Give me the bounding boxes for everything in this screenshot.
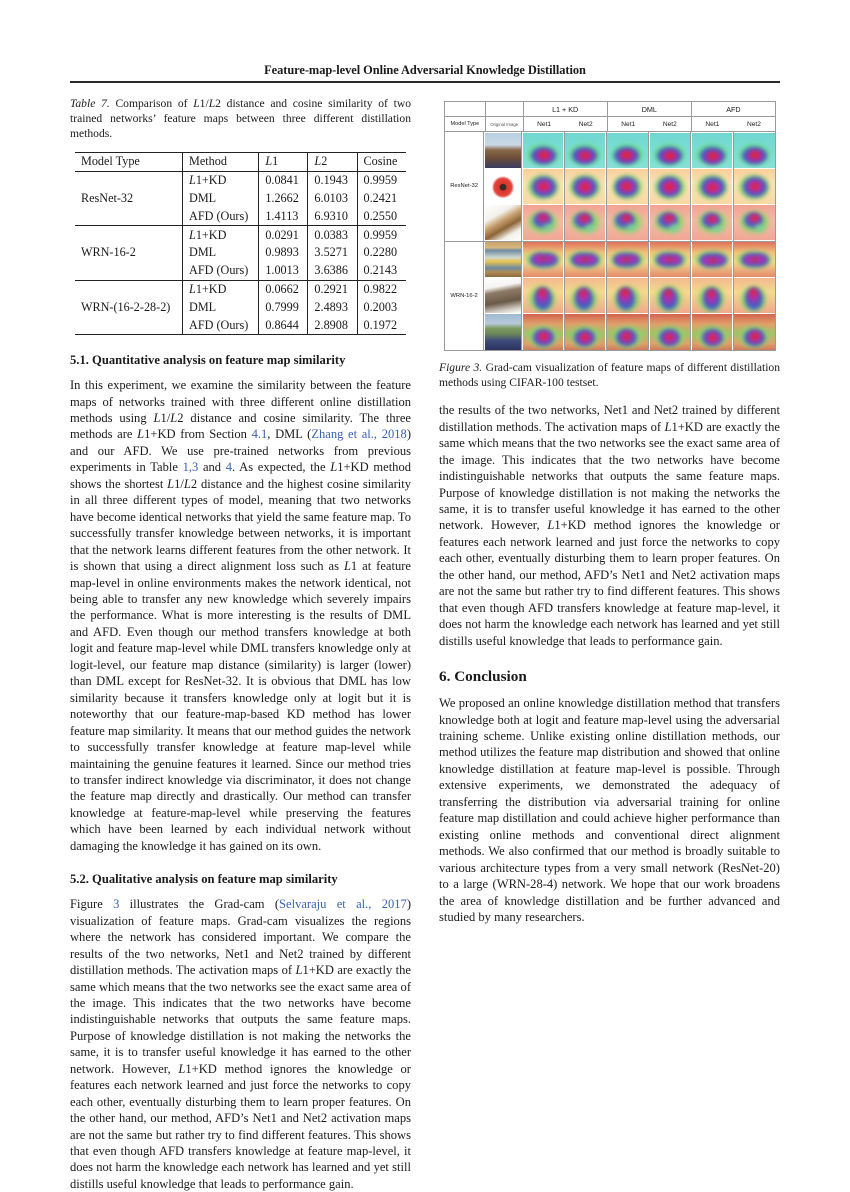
figure3-gradcam-l1kd-net2-bicycle	[564, 314, 606, 350]
ref-table-1-3[interactable]: 1,3	[182, 460, 199, 475]
table7-col-l1: L1	[259, 153, 308, 172]
table7-method: DML	[183, 299, 259, 317]
figure3-gradcam-dml-net2-dog	[648, 278, 690, 314]
table7-value-l2: 2.4893	[308, 299, 357, 317]
table7-value-cosine: 0.2550	[357, 208, 406, 226]
s51-text-e: ) and our AFD. We use pre-trained networks from previous experiments in Table	[70, 427, 411, 475]
section-5-2-heading: 5.2. Qualitative analysis on feature map similarity	[70, 872, 338, 887]
figure3-corner-blank-model	[445, 102, 485, 117]
table7-value-l2: 0.1943	[308, 172, 357, 190]
figure3-original-image-dog	[483, 278, 521, 314]
figure3-group-l1kd: L1 + KD	[523, 102, 607, 117]
figure3-gradcam-afd-net2-motorcycle	[733, 132, 775, 168]
table7-model-type: ResNet-32	[75, 172, 183, 226]
figure3-image-row	[483, 168, 775, 204]
table7-value-l2: 3.6386	[308, 262, 357, 280]
table7-value-cosine: 0.1972	[357, 316, 406, 334]
table7-col-cosine: Cosine	[357, 153, 406, 172]
figure3-model-label-resnet-32: ResNet-32	[445, 132, 483, 242]
section-5-2-continued	[439, 402, 780, 649]
s51-text-c: from Section	[175, 427, 252, 442]
figure3-header-groups	[445, 102, 775, 117]
figure3-header-nets	[445, 117, 775, 132]
table7-value-l1: 1.2662	[259, 190, 308, 208]
s51-text-h: method shows the shortest	[70, 460, 412, 491]
figure3-net2-dml: Net2	[662, 120, 677, 128]
right-column	[439, 96, 780, 925]
figure3-gradcam-dml-net1-crane-bird	[606, 204, 648, 240]
ref-section-4-1[interactable]: 4.1	[251, 427, 268, 442]
table7-caption-text: Comparison of L1/L2 distance and cosine similarity of two trained networks’ feature maps between three different distillation methods.	[70, 97, 411, 141]
figure3-gradcam-l1kd-net2-television	[564, 242, 606, 278]
figure3-group-dml: DML	[607, 102, 691, 117]
figure3-gradcam-dml-net2-motorcycle	[648, 132, 690, 168]
s51-text-j: at feature map-level in online environments makes the network identical, not being able to transfer any new knowledge which severely impairs the performance. What is more interesting is the results of DML and AFD. Even though our method transfers knowledge at both logit and feature map-level while DML transfers knowledge only at logit-level, our feature map distance (similarity) is larger (lower) than DML except for ResNet-32. It is obvious that DML has low similarity because it transfers knowledge only at logit but it is noteworthy that our feature-map-based KD method has lower feature map similarity. It means that our method guides the network to successfully transfer knowledge at feature map-level while maintaining the genuine features it learned. Since our method tries to transfer indirect knowledge via discriminator, it does not change the feature map directly and drastically. Our method can transfer knowledge at feature-map-level while preserving the features which have been learned by each individual network without damaging the knowledge it has gained on its own.	[70, 559, 411, 853]
figure3-net2-afd: Net2	[747, 120, 761, 128]
figure3-grid	[444, 101, 776, 351]
figure3-label-original-image: Original Image	[485, 117, 523, 131]
s52-continued-text: the results of the two networks, Net1 and Net2 trained by different distillation methods. The activation maps of L1+KD are exactly the same which means that the two networks see the exact same area of the image. This indicates that the two networks have become indistinguishable networks that outputs the same feature maps. Purpose of knowledge distillation is not making the networks the same, it is to transfer useful knowledge it has earned to the other network. However, L1+KD method ignores the knowledge or features each network learned and just force the networks to copy each other, eventually disturbing them to learn proper features. On the other hand, our method, AFD’s Net1 and Net2 activation maps are not the same but rather try to find different features. This shows that even though AFD transfers knowledge at feature map-level, it does not harm the knowledge each network has learned and yet still distills useful knowledge that leads to performance gain.	[439, 403, 780, 648]
figure3-gradcam-dml-net1-flower	[606, 168, 648, 204]
section-5-1-heading: 5.1. Quantitative analysis on feature map similarity	[70, 353, 346, 368]
table7-value-l1: 0.0841	[259, 172, 308, 190]
table7-row	[75, 280, 406, 298]
table7-row	[75, 172, 406, 190]
figure3-gradcam-l1kd-net1-motorcycle	[521, 132, 563, 168]
table7-value-l1: 0.0291	[259, 226, 308, 244]
figure3-gradcam-afd-net2-flower	[733, 168, 775, 204]
s51-text-g: . As expected, the	[232, 460, 331, 475]
figure3-label-model-type: Model Type	[450, 121, 480, 127]
table7-value-cosine: 0.2421	[357, 190, 406, 208]
figure3-corner-blank-original	[485, 102, 523, 117]
figure3-caption-text: Grad-cam visualization of feature maps of different distillation methods using CIFAR-100 testset.	[439, 361, 781, 390]
figure3-original-image-bicycle	[483, 314, 521, 350]
figure3-gradcam-dml-net1-motorcycle	[606, 132, 648, 168]
table7-value-cosine: 0.2280	[357, 244, 406, 262]
table7-method: L1+KD	[183, 172, 259, 190]
table7	[75, 152, 406, 335]
table7-value-cosine: 0.2003	[357, 299, 406, 317]
figure3-gradcam-dml-net2-television	[648, 242, 690, 278]
figure3-gradcam-afd-net1-dog	[690, 278, 732, 314]
figure3-caption-label: Figure 3.	[439, 361, 483, 375]
table7-value-l1: 1.0013	[259, 262, 308, 280]
figure3-gradcam-l1kd-net1-bicycle	[521, 314, 563, 350]
s51-text-a: In this experiment, we examine the similarity between the feature maps of networks trained with three different online distillation methods using	[70, 378, 411, 425]
s52-text-a: Figure	[70, 897, 114, 912]
section-6-paragraph: We proposed an online knowledge distillation method that transfers knowledge both at logit and feature map-level using the adversarial training scheme. Unlike existing online distillation methods, our method utilizes the feature map distribution and showed that online knowledge distillation at feature map-level is possible. Through extensive experiments, we demonstrated the adequacy of transferring the distribution via adversarial training for online feature map distillation and could achieve higher performance than existing online methods and conventional direct alignment methods. We also confirmed that our method is broadly suitable to various architecture types from a very small network (ResNet-20) to a large (WRN-28-4) network. We hope that our work broadens the area of knowledge distillation and be further advanced and studied by many researchers.	[439, 696, 780, 924]
table7-header-row	[75, 153, 406, 172]
running-head: Feature-map-level Online Adversarial Knowledge Distillation	[264, 63, 586, 77]
table7-value-l1: 0.8644	[259, 316, 308, 334]
table7-model-type: WRN-(16-2-28-2)	[75, 280, 183, 334]
figure3-gradcam-dml-net2-crane-bird	[648, 204, 690, 240]
table7-value-cosine: 0.2143	[357, 262, 406, 280]
s51-text-i: distance and the highest cosine similarity in all three different types of model, meaning that two networks have become identical networks that yield the same feature map. To successfully transfer knowledge between networks, it is important that the network learns different features from the other network. It is shown that using a direct alignment loss such as	[70, 476, 411, 574]
table7-method: DML	[183, 190, 259, 208]
figure3-gradcam-dml-net1-television	[606, 242, 648, 278]
figure3-group-afd: AFD	[691, 102, 775, 117]
figure3-gradcam-afd-net1-crane-bird	[690, 204, 732, 240]
figure3-gradcam-l1kd-net2-motorcycle	[564, 132, 606, 168]
table7-wrap	[70, 152, 411, 335]
figure3-gradcam-dml-net2-bicycle	[648, 314, 690, 350]
figure3-gradcam-l1kd-net1-dog	[521, 278, 563, 314]
figure3-gradcam-l1kd-net2-dog	[564, 278, 606, 314]
section-6-heading: 6. Conclusion	[439, 668, 527, 686]
figure3-original-image-crane-bird	[483, 204, 521, 240]
table7-method: DML	[183, 244, 259, 262]
table7-value-l2: 3.5271	[308, 244, 357, 262]
ref-table-4[interactable]: 4	[225, 460, 233, 475]
figure3-model-column	[445, 132, 483, 350]
left-column	[70, 96, 411, 1192]
table7-model-type: WRN-16-2	[75, 226, 183, 280]
figure3-image-area	[483, 132, 775, 350]
table7-value-cosine: 0.9822	[357, 280, 406, 298]
citation-zhang-2018[interactable]: Zhang et al., 2018	[311, 427, 407, 442]
figure3-gradcam-dml-net1-dog	[606, 278, 648, 314]
figure3-gradcam-l1kd-net1-television	[521, 242, 563, 278]
figure3-gradcam-afd-net1-flower	[690, 168, 732, 204]
ref-figure-3[interactable]: 3	[113, 897, 120, 912]
figure3-image-row	[483, 204, 775, 241]
s52-text-d: are exactly the same which means that the two networks see the exact same area of the image. This indicates that the two networks have become indistinguishable networks that outputs the same feature maps. Purpose of knowledge distillation is not making the networks the same, it is to transfer useful knowledge it has earned to the other network. However,	[70, 963, 412, 1076]
table7-col-model-type: Model Type	[75, 153, 183, 172]
figure3-gradcam-afd-net2-crane-bird	[733, 204, 775, 240]
table7-value-l1: 0.7999	[259, 299, 308, 317]
table7-method: L1+KD	[183, 226, 259, 244]
figure3-gradcam-afd-net1-bicycle	[690, 314, 732, 350]
s52-text-c: ) visualization of feature maps. Grad-cam visualizes the regions where the network has considered important. We compare the results of the two networks, Net1 and Net2 trained by different distillation methods. The activation maps of	[70, 897, 411, 978]
figure3-gradcam-afd-net1-motorcycle	[690, 132, 732, 168]
figure3-original-image-television	[483, 242, 521, 278]
table7-value-l1: 0.9893	[259, 244, 308, 262]
table7-row	[75, 226, 406, 244]
figure3-caption	[439, 360, 780, 390]
s52-text-e: method ignores the knowledge or features each network learned and just force the networks to copy each other, eventually disturbing them to learn proper features. On the other hand, our method, AFD’s Net1 and Net2 activation maps are not the same but rather try to find different features. This shows that even though AFD transfers knowledge at feature map-level, it does not harm the knowledge each network has learned and yet still distills useful knowledge that leads to performance gain.	[70, 1061, 411, 1191]
figure3-net1-dml: Net1	[607, 117, 649, 131]
figure3-gradcam-dml-net2-flower	[648, 168, 690, 204]
s51-text-b: distance and cosine similarity. The three methods are	[70, 411, 411, 442]
figure3-image-row	[483, 314, 775, 350]
figure3-net2-l1kd: Net2	[578, 120, 593, 128]
figure3-gradcam-afd-net2-television	[733, 242, 775, 278]
figure3-gradcam-l1kd-net2-flower	[564, 168, 606, 204]
table7-value-l2: 6.9310	[308, 208, 357, 226]
figure3-gradcam-afd-net2-dog	[733, 278, 775, 314]
figure3-net1-l1kd: Net1	[523, 117, 565, 131]
figure3-gradcam-l1kd-net1-crane-bird	[521, 204, 563, 240]
table7-value-cosine: 0.9959	[357, 226, 406, 244]
figure3-net1-afd: Net1	[691, 117, 733, 131]
figure3-body	[445, 132, 775, 350]
table7-caption	[70, 96, 411, 141]
figure3-image-row	[483, 278, 775, 314]
table7-value-cosine: 0.9959	[357, 172, 406, 190]
table7-value-l2: 2.8908	[308, 316, 357, 334]
citation-selvaraju-2017[interactable]: Selvaraju et al., 2017	[279, 897, 407, 912]
s51-text-d: , DML (	[267, 427, 312, 442]
table7-method: L1+KD	[183, 280, 259, 298]
figure3-image-row	[483, 132, 775, 168]
figure3-gradcam-dml-net1-bicycle	[606, 314, 648, 350]
table7-method: AFD (Ours)	[183, 262, 259, 280]
table7-value-l2: 6.0103	[308, 190, 357, 208]
table7-value-l1: 0.0662	[259, 280, 308, 298]
figure3-original-image-flower	[483, 168, 521, 204]
table7-method: AFD (Ours)	[183, 316, 259, 334]
section-5-1-paragraph: In this experiment, we examine the similarity between the feature maps of networks trained with three different online distillation methods using L1/L2 distance and cosine similarity. The three methods are L1+KD from Section 4.1, DML (Zhang et al., 2018) and our AFD. We use pre-trained networks from previous experiments in Table 1,3 and 4. As expected, the L1+KD method shows the shortest L1/L2 distance and the highest cosine similarity in all three different types of model, meaning that two networks have become identical networks that yield the same feature map. To successfully transfer knowledge between networks, it is important that the network learns different features from the other network. It is shown that using a direct alignment loss such as L1 at feature map-level in online environments makes the network identical, not being able to transfer any new knowledge which severely impairs the performance. What is more interesting is the results of DML and AFD. Even though our method transfers knowledge at both logit and feature map-level while DML transfers knowledge only at logit-level, our feature map distance (similarity) is larger (lower) than DML except for ResNet-32. It is obvious that DML has low similarity because it transfers knowledge only at logit but it is noteworthy that our feature-map-based KD method has lower feature map similarity. It means that our method guides the network to successfully transfer knowledge at feature map-level while maintaining the genuine features it learned. Since our method tries to transfer indirect knowledge via discriminator, it does not change the feature map directly and drastically. Our method can transfer knowledge at feature-map-level while preserving the features which have been learned by each individual network without damaging the knowledge it has gained on its own.	[70, 378, 412, 853]
table7-value-l1: 1.4113	[259, 208, 308, 226]
figure3-gradcam-afd-net1-television	[690, 242, 732, 278]
figure3-gradcam-l1kd-net2-crane-bird	[564, 204, 606, 240]
figure3-gradcam-l1kd-net1-flower	[521, 168, 563, 204]
section-5-2-paragraph: Figure 3 illustrates the Grad-cam (Selvaraju et al., 2017) visualization of feature maps. Grad-cam visualizes the regions where the network has considered important. We compare the results of the two networks, Net1 and Net2 trained by different distillation methods. The activation maps of L1+KD are exactly the same which means that the two networks see the exact same area of the image. This indicates that the two networks have become indistinguishable networks that outputs the same feature maps. Purpose of knowledge distillation is not making the networks the same, it is to transfer useful knowledge it has earned to the other network. However, L1+KD method ignores the knowledge or features each network learned and just force the networks to copy each other, eventually disturbing them to learn proper features. On the other hand, our method, AFD’s Net1 and Net2 activation maps are not the same but rather try to find different features. This shows that even though AFD transfers knowledge at feature map-level, it does not harm the knowledge each network has learned and yet still distills useful knowledge that leads to performance gain.	[70, 897, 412, 1191]
figure3-image-row	[483, 242, 775, 278]
table7-method: AFD (Ours)	[183, 208, 259, 226]
table7-col-method: Method	[183, 153, 259, 172]
table7-col-l2: L2	[308, 153, 357, 172]
s51-text-f: and	[198, 460, 226, 475]
figure3-gradcam-afd-net2-bicycle	[733, 314, 775, 350]
figure3-model-label-wrn-16-2: WRN-16-2	[450, 292, 478, 299]
header-rule	[70, 81, 780, 83]
table7-caption-label: Table 7.	[70, 97, 110, 110]
table7-value-l2: 0.2921	[308, 280, 357, 298]
table7-value-l2: 0.0383	[308, 226, 357, 244]
figure3-original-image-motorcycle	[483, 132, 521, 168]
s52-text-b: illustrates the Grad-cam (	[119, 897, 280, 912]
